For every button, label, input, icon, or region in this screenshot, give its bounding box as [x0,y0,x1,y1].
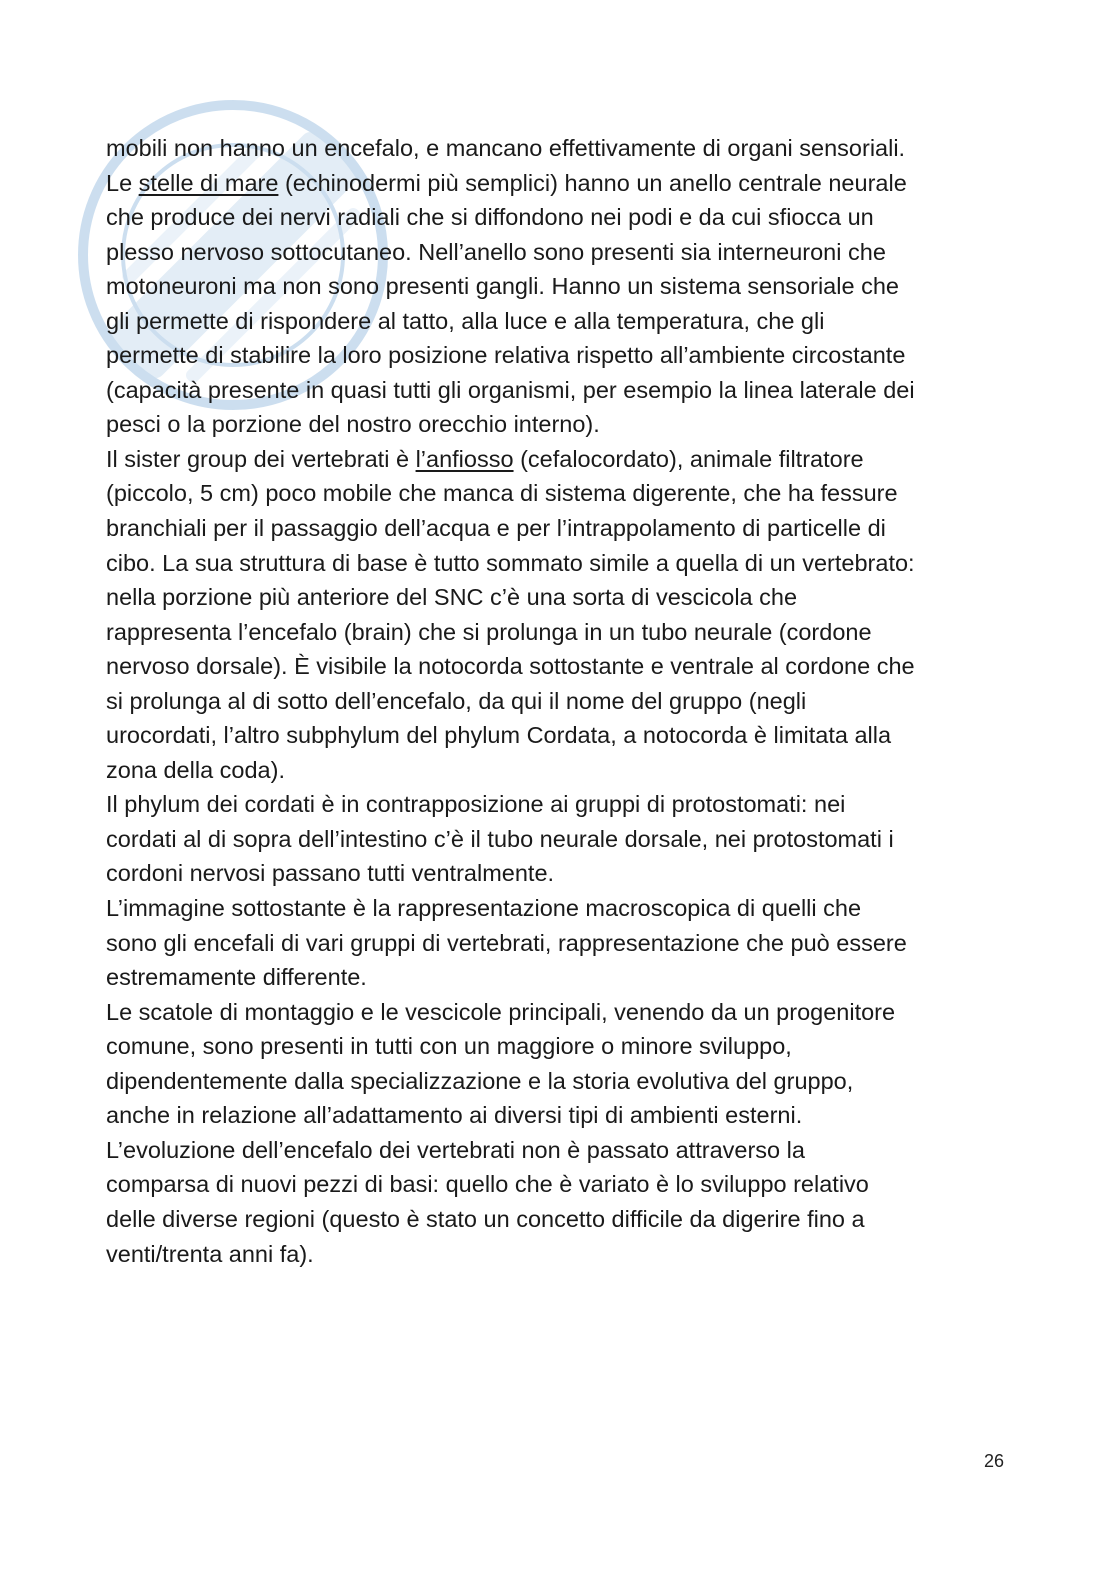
text-segment: sono gli encefali di vari gruppi di vertebrati, rappresentazione che può essere [106,929,907,956]
paragraph [106,995,1012,1133]
paragraph [106,131,1012,442]
text-segment: che produce dei nervi radiali che si diffondono nei podi e da cui sfiocca un [106,204,874,231]
text-segment: venti/trenta anni fa). [106,1240,314,1267]
text-segment: L’evoluzione dell’encefalo dei vertebrati non è passato attraverso la [106,1136,805,1163]
text-segment: dipendentemente dalla specializzazione e la storia evolutiva del gruppo, [106,1067,854,1094]
text-segment: mobili non hanno un encefalo, e mancano effettivamente di organi sensoriali. [106,135,906,161]
text-segment: cordoni nervosi passano tutti ventralmente. [106,860,555,887]
text-segment: rappresenta l’encefalo (brain) che si prolunga in un tubo neurale (cordone [106,618,872,645]
paragraph [106,891,1012,995]
paragraph [106,1133,1012,1271]
text-segment: comparsa di nuovi pezzi di basi: quello che è variato è lo sviluppo relativo [106,1171,869,1198]
text-segment: motoneuroni ma non sono presenti gangli. Hanno un sistema sensoriale che [106,273,899,300]
text-segment: comune, sono presenti in tutti con un maggiore o minore sviluppo, [106,1033,792,1060]
text-segment: zona della coda). [106,756,285,783]
text-segment: Il phylum dei cordati è in contrapposizione ai gruppi di protostomati: nei [106,791,846,818]
text-segment: urocordati, l’altro subphylum del phylum Cordata, a notocorda è limitata alla [106,722,892,749]
paragraph [106,442,1012,787]
text-segment: (capacità presente in quasi tutti gli organismi, per esempio la linea laterale dei [106,376,915,403]
text-segment: branchiali per il passaggio dell’acqua e per l’intrappolamento di particelle di [106,515,886,542]
page-number: 26 [983,1451,1004,1471]
text-segment: si prolunga al di sotto dell’encefalo, da qui il nome del gruppo (negli [106,687,807,714]
text-segment: nella porzione più anteriore del SNC c’è una sorta di vescicola che [106,584,798,611]
document-body [106,131,1012,1271]
text-segment: anche in relazione all’adattamento ai diversi tipi di ambienti esterni. [106,1102,803,1129]
text-segment: cordati al di sopra dell’intestino c’è il tubo neurale dorsale, nei protostomati i [106,825,894,852]
text-segment: nervoso dorsale). È visibile la notocorda sottostante e ventrale al cordone che [106,653,915,680]
text-segment: Le [106,169,139,196]
text-segment: gli permette di rispondere al tatto, alla luce e alla temperatura, che gli [106,307,825,334]
text-segment: (echinodermi più semplici) hanno un anello centrale neurale [278,169,907,196]
text-segment: estremamente differente. [106,964,367,991]
text-segment: (piccolo, 5 cm) poco mobile che manca di sistema digerente, che ha fessure [106,480,898,507]
text-segment: Le scatole di montaggio e le vescicole principali, venendo da un progenitore [106,998,896,1025]
text-segment: permette di stabilire la loro posizione relativa rispetto all’ambiente circostante [106,342,906,369]
text-segment: cibo. La sua struttura di base è tutto sommato simile a quella di un vertebrato: [106,549,915,576]
text-segment: L’immagine sottostante è la rappresentazione macroscopica di quelli che [106,895,862,922]
text-segment: plesso nervoso sottocutaneo. Nell’anello sono presenti sia interneuroni che [106,238,886,265]
text-segment: (cefalocordato), animale filtratore [513,445,864,472]
paragraph [106,787,1012,891]
text-segment: pesci o la porzione del nostro orecchio interno). [106,411,600,438]
text-segment: delle diverse regioni (questo è stato un concetto difficile da digerire fino a [106,1205,865,1232]
underlined-term: stelle di mare [138,169,279,196]
underlined-term: l’anfiosso [415,445,514,472]
text-segment: Il sister group dei vertebrati è [106,445,416,472]
